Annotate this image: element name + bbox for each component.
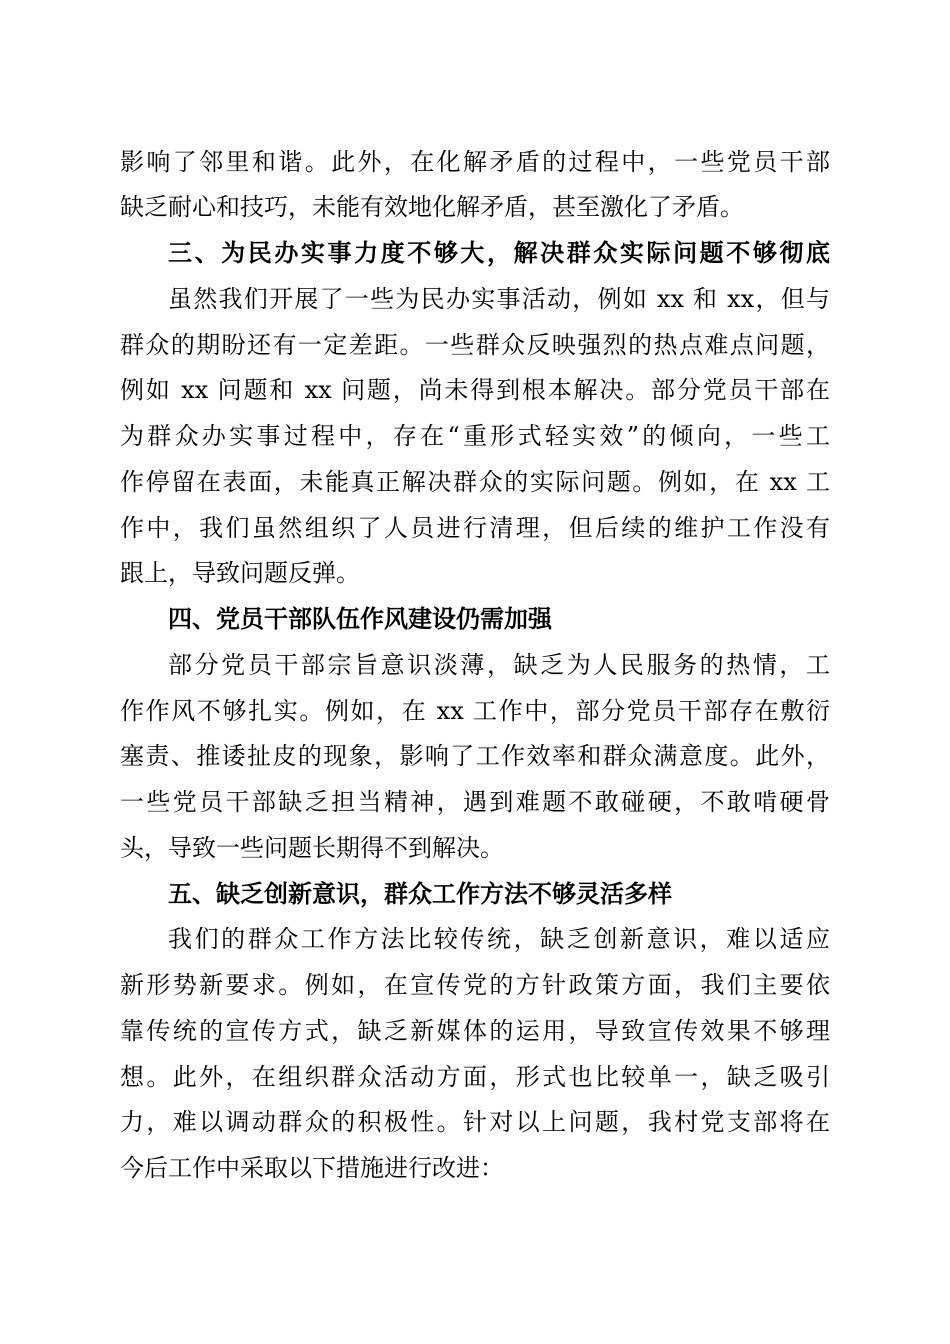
section-heading-3: 三、为民办实事力度不够大，解决群众实际问题不够彻底 — [168, 239, 830, 267]
paragraph-line: 塞责、推诿扯皮的现象，影响了工作效率和群众满意度。此外， — [120, 742, 830, 770]
paragraph-line: 例如 xx 问题和 xx 问题，尚未得到根本解决。部分党员干部在 — [120, 376, 830, 404]
paragraph-line: 一些党员干部缺乏担当精神，遇到难题不敢碰硬，不敢啃硬骨 — [120, 788, 830, 816]
paragraph-line: 头，导致一些问题长期得不到解决。 — [120, 834, 504, 862]
section-heading-5: 五、缺乏创新意识，群众工作方法不够灵活多样 — [168, 880, 672, 908]
paragraph-line: 缺乏耐心和技巧，未能有效地化解矛盾，甚至激化了矛盾。 — [120, 193, 744, 221]
paragraph-line: 力，难以调动群众的积极性。针对以上问题，我村党支部将在 — [120, 1108, 830, 1136]
paragraph-line: 作停留在表面，未能真正解决群众的实际问题。例如，在 xx 工 — [120, 468, 830, 496]
paragraph-line: 跟上，导致问题反弹。 — [120, 559, 360, 587]
paragraph-line: 群众的期盼还有一定差距。一些群众反映强烈的热点难点问题， — [120, 331, 830, 359]
paragraph-line: 为群众办实事过程中，存在“重形式轻实效”的倾向，一些工 — [120, 422, 830, 450]
paragraph-line: 影响了邻里和谐。此外，在化解矛盾的过程中，一些党员干部 — [120, 148, 830, 176]
paragraph-line: 我们的群众工作方法比较传统，缺乏创新意识，难以适应 — [168, 925, 830, 953]
paragraph-line: 虽然我们开展了一些为民办实事活动，例如 xx 和 xx，但与 — [168, 285, 830, 313]
paragraph-line: 作作风不够扎实。例如，在 xx 工作中，部分党员干部存在敷衍 — [120, 697, 830, 725]
paragraph-line: 今后工作中采取以下措施进行改进： — [120, 1154, 504, 1182]
paragraph-line: 靠传统的宣传方式，缺乏新媒体的运用，导致宣传效果不够理 — [120, 1017, 830, 1045]
section-heading-4: 四、党员干部队伍作风建设仍需加强 — [168, 605, 552, 633]
paragraph-line: 想。此外，在组织群众活动方面，形式也比较单一，缺乏吸引 — [120, 1063, 830, 1091]
paragraph-line: 新形势新要求。例如，在宣传党的方针政策方面，我们主要依 — [120, 971, 830, 999]
paragraph-line: 部分党员干部宗旨意识淡薄，缺乏为人民服务的热情，工 — [168, 651, 830, 679]
paragraph-line: 作中，我们虽然组织了人员进行清理，但后续的维护工作没有 — [120, 514, 830, 542]
